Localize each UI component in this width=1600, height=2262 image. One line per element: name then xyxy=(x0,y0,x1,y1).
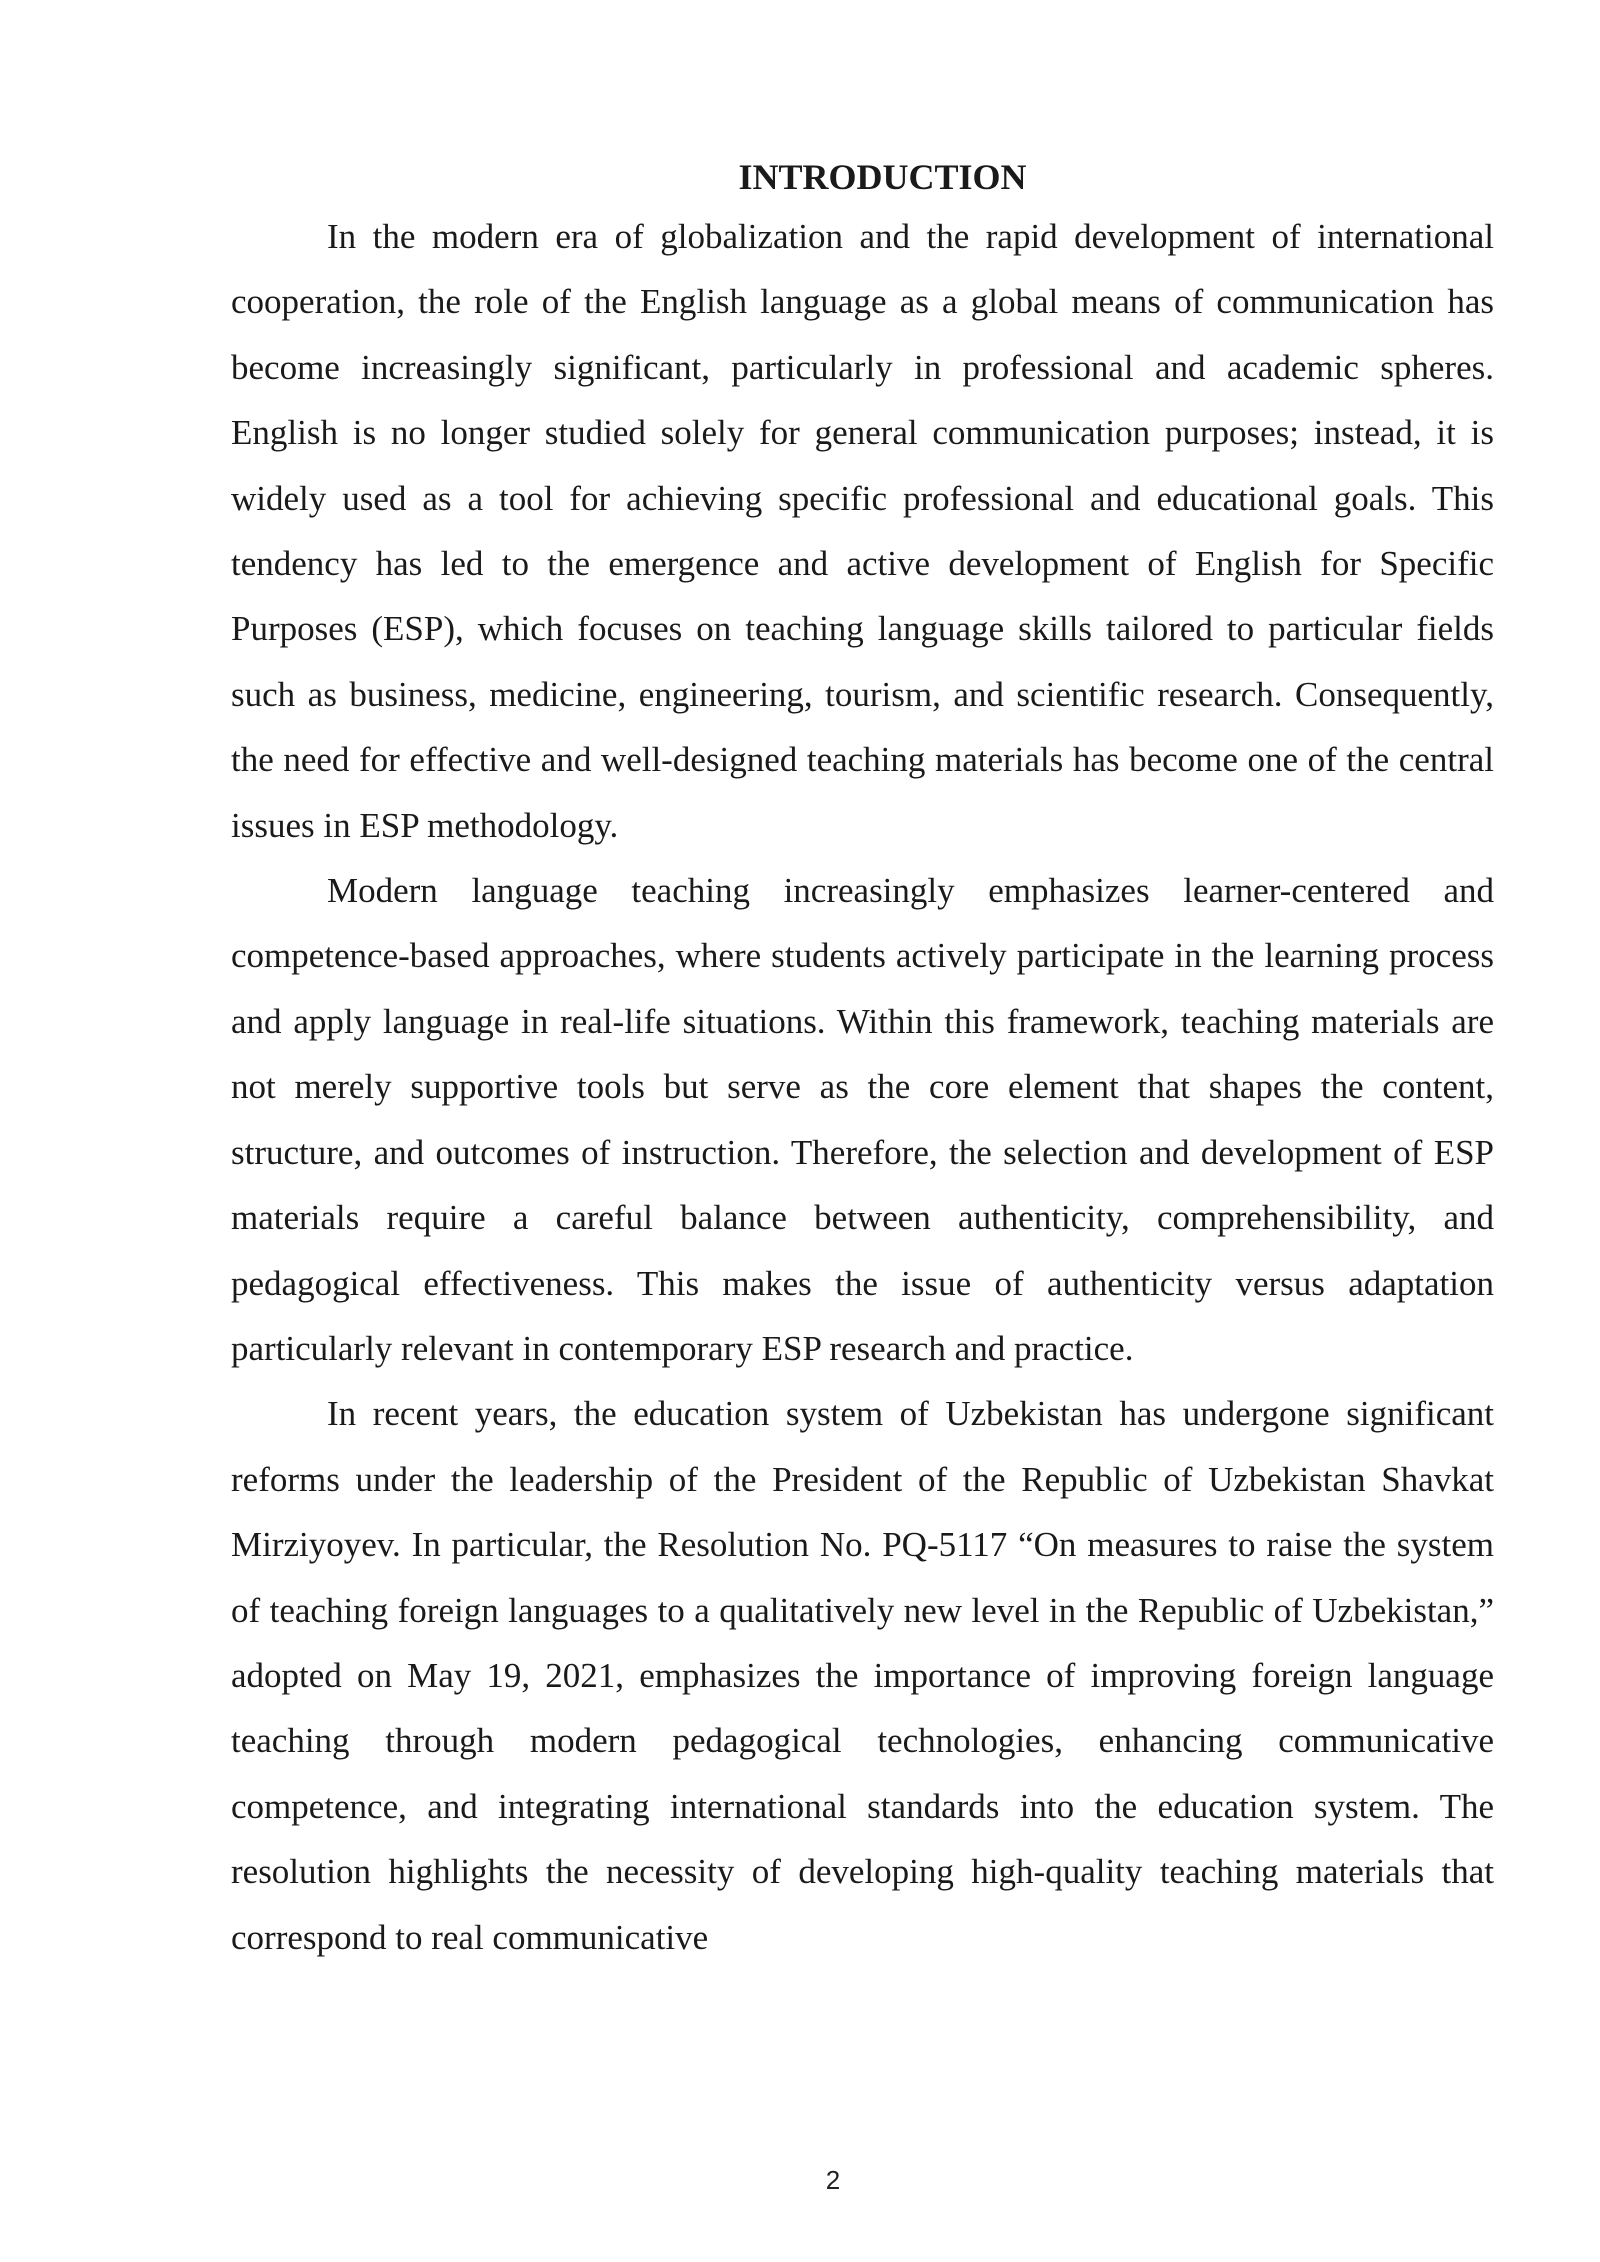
paragraph-1: In the modern era of globalization and the rapid development of international cooperation, the role of the English language as a global means of communication has become increasingly significant, particularly in professional and academic spheres. English is no longer studied solely for general communication purposes; instead, it is widely used as a tool for achieving specific professional and educational goals. This tendency has led to the emergence and active development of English for Specific Purposes (ESP), which focuses on teaching language skills tailored to particular fields such as business, medicine, engineering, tourism, and scientific research. Consequently, the need for effective and well-designed teaching materials has become one of the central issues in ESP methodology. xyxy=(231,217,1494,845)
page-number: 2 xyxy=(825,2165,841,2195)
paragraph-3: In recent years, the education system of Uzbekistan has undergone significant reforms under the leadership of the President of the Republic of Uzbekistan Shavkat Mirziyoyev. In particular, the Resolution No. PQ-5117 “On measures to raise the system of teaching foreign languages to a qualitatively new level in the Republic of Uzbekistan,” adopted on May 19, 2021, emphasizes the importance of improving foreign language teaching through modern pedagogical technologies, enhancing communicative competence, and integrating international standards into the education system. The resolution highlights the necessity of developing high-quality teaching materials that correspond to real communicative xyxy=(231,1394,1494,1957)
paragraph-2: Modern language teaching increasingly emphasizes learner-centered and competence-based approaches, where students actively participate in the learning process and apply language in real-life situations. Within this framework, teaching materials are not merely supportive tools but serve as the core element that shapes the content, structure, and outcomes of instruction. Therefore, the selection and development of ESP materials require a careful balance between authenticity, comprehensibility, and pedagogical effectiveness. This makes the issue of authenticity versus adaptation particularly relevant in contemporary ESP research and practice. xyxy=(231,871,1494,1368)
page-content xyxy=(231,150,1494,1970)
section-title: INTRODUCTION xyxy=(738,157,1027,197)
